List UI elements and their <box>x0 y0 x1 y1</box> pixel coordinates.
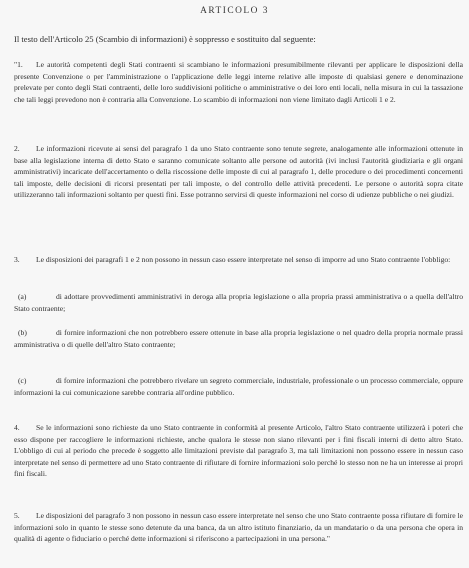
article-title: ARTICOLO 3 <box>200 6 269 16</box>
paragraph-3 <box>14 254 463 266</box>
paragraph-5 <box>14 510 463 545</box>
paragraph-3-number: 3. <box>14 255 20 264</box>
intro-paragraph: Il testo dell'Articolo 25 (Scambio di informazioni) è soppresso e sostituito dal seguente: <box>14 34 316 44</box>
subparagraph-b-text: di fornire informazioni che non potrebbero essere ottenute in base alla propria legislazione o nel quadro della propria normale prassi amministrativa o di quelle dell'altro Stato contraente; <box>14 328 463 349</box>
paragraph-5-number: 5. <box>14 511 20 520</box>
paragraph-1 <box>14 59 463 105</box>
paragraph-2-text: Le informazioni ricevute ai sensi del paragrafo 1 da uno Stato contraente sono tenute segrete, analogamente alle informazioni ottenute in base alla legislazione interna di detto Stato e saranno comunicate soltanto alle persone od autorità (ivi inclusi l'autorità giudiziaria e gli organi amministrativi) incaricate dell'accertamento o della riscossione delle imposte di cui al paragrafo 1, delle procedure o dei procedimenti concernenti tali imposte, delle decisioni di ricorsi presentati per tali imposte, o del controllo delle attività precedenti. Le persone o autorità sopra citate utilizzeranno tali informazioni soltanto per questi fini. Esse potranno servirsi di queste informazioni nel corso di udienze pubbliche o nei giudizi. <box>14 144 463 200</box>
subparagraph-a-text: di adottare provvedimenti amministrativi in deroga alla propria legislazione o alla propria prassi amministrativa o a quella dell'altro Stato contraente; <box>14 292 463 313</box>
subparagraph-c-label: (c) <box>18 376 27 385</box>
subparagraph-b <box>14 327 463 350</box>
subparagraph-a <box>14 291 463 314</box>
subparagraph-c <box>14 375 463 398</box>
subparagraph-a-label: (a) <box>18 292 27 301</box>
paragraph-3-text: Le disposizioni dei paragrafi 1 e 2 non possono in nessun caso essere interpretate nel senso di imporre ad uno Stato contraente l'obbligo: <box>36 255 451 264</box>
paragraph-1-number: "1. <box>14 60 23 69</box>
paragraph-2-number: 2. <box>14 144 20 153</box>
subparagraph-b-label: (b) <box>18 328 27 337</box>
paragraph-4-text: Se le informazioni sono richieste da uno Stato contraente in conformità al presente Articolo, l'altro Stato contraente utilizzerà i poteri che esso dispone per raccogliere le informazioni richieste, anche qualora le stesse non siano rilevanti per i fini fiscali interni di detto altro Stato. L'obbligo di cui al periodo che precede è soggetto alle limitazioni previste dal paragrafo 3, ma tali limitazioni non possono essere in nessun caso interpretate nel senso di permettere ad uno Stato contraente di rifiutare di fornire informazioni solo perché lo stesso non ne ha un interesse ai propri fini fiscali. <box>14 423 463 479</box>
paragraph-1-text: Le autorità competenti degli Stati contraenti si scambiano le informazioni presumibilmente rilevanti per applicare le disposizioni della presente Convenzione o per l'amministrazione o l'applicazione delle leggi interne relative alle imposte di qualsiasi genere e denominazione prelevate per conto degli Stati contraenti, delle loro suddivisioni politiche o amministrative o dei loro enti locali, nella misura in cui la tassazione che tali leggi prevedono non è contraria alla Convenzione. Lo scambio di informazioni non viene limitato dagli Articoli 1 e 2. <box>14 60 463 104</box>
paragraph-2 <box>14 143 463 201</box>
subparagraph-c-text: di fornire informazioni che potrebbero rivelare un segreto commerciale, industriale, professionale o un processo commerciale, oppure informazioni la cui comunicazione sarebbe contraria all'ordine pubblico. <box>14 376 463 397</box>
paragraph-4-number: 4. <box>14 423 20 432</box>
paragraph-4 <box>14 422 463 480</box>
paragraph-5-text: Le disposizioni del paragrafo 3 non possono in nessun caso essere interpretate nel senso che uno Stato contraente possa rifiutare di fornire le informazioni solo in quanto le stesse sono detenute da una banca, da un altro istituto finanziario, da un mandatario o da una persona che opera in qualità di agente o fiduciario o perché dette informazioni si riferiscono a partecipazioni in una persona." <box>14 511 463 544</box>
